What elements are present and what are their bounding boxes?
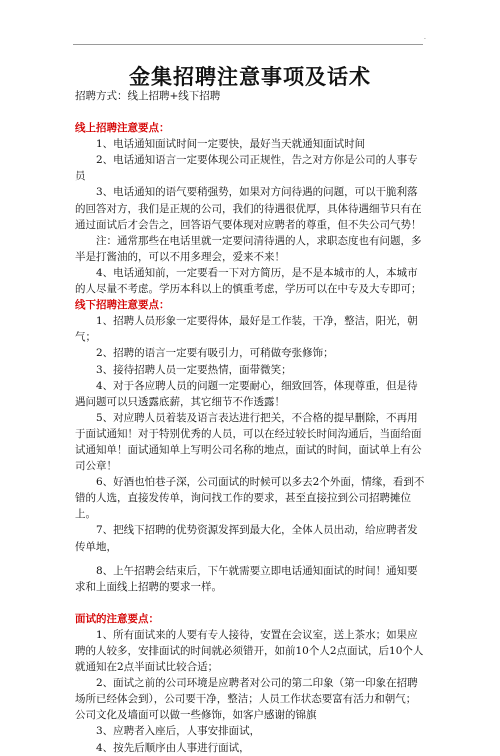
online-item: 3、电话通知的语气要稍强势，如果对方问待遇的问题，可以干脆利落的回答对方，我们是正规的公司，我们的待遇很优厚，具体待遇细节只有在通过面试后才会告之，回答语气要体现对应聘者的尊重，但不失公司气势！ (75, 186, 422, 231)
offline-item: 2、招聘的语言一定要有吸引力，可稍做夸张修饰； (96, 347, 334, 360)
online-item: 1、电话通知面试时间一定要快，最好当天就通知面试时间 (96, 138, 366, 151)
offline-item: 6、好酒也怕巷子深，公司面试的时候可以多去2个外面，情缘，看到不错的人选，直接发传单，询问找工作的要求，甚至直接拉到公司招聘摊位上。 (75, 476, 425, 521)
interview-item: 3、应聘者入座后，人事安排面试， (96, 725, 261, 738)
offline-item: 4、对于各应聘人员的问题一定要耐心，细致回答，体现尊重，但是待遇问题可以只透露底薪，其它细节不作透露！ (75, 379, 418, 408)
offline-heading: 线下招聘注意要点： (75, 299, 170, 312)
online-heading: 线上招聘注意要点： (75, 122, 170, 135)
interview-heading: 面试的注意要点： (75, 612, 159, 625)
online-item: 4、电话通知前，一定要看一下对方简历，是不是本城市的人，本城市的人尽量不考虑。学历本科以上的慎重考虑，学历可以在中专及大专即可； (75, 266, 422, 296)
offline-item: 1、招聘人员形象一定要得体，最好是工作装，干净，整洁，阳光，朝气； (75, 315, 418, 344)
interview-item: 1、所有面试来的人要有专人接待，安置在会议室，送上茶水；如果应聘的人较多，安排面试的时间就必须错开，如前10个人2点面试，后10个人就通知在2点半面试比较合适； (75, 628, 424, 674)
spacer (75, 595, 425, 611)
interview-item: 2、面试之前的公司环境是应聘者对公司的第二印象（第一印象在招聘场所已经体会到），公司要干净，整洁；人员工作状态要富有活力和朝气；公司文化及墙面可以做一些修饰，如客户感谢的锦旗 (75, 677, 418, 722)
document-body (75, 88, 425, 756)
spacer (75, 104, 425, 120)
offline-item: 7、把线下招聘的优势资源发挥到最大化，全体人员出动，给应聘者发传单地， (75, 524, 418, 553)
offline-item: 5、对应聘人员着装及语言表达进行把关，不合格的提早删除，不再用于面试通知！对于特别优秀的人员，可以在经过较长时间沟通后，当面给面试通知单！面试通知单上写明公司名称的地点，面试的时间，面试单上有公司公章！ (75, 411, 422, 473)
online-item: 2、电话通知语言一定要体现公司正规性，告之对方你是公司的人事专员 (75, 154, 418, 183)
header-rule (73, 44, 423, 45)
page-title: 金集招聘注意事项及话术 (129, 64, 371, 89)
offline-item: 3、接待招聘人员一定要热情，面带微笑； (96, 363, 292, 376)
recruit-method: 招聘方式：线上招聘+线下招聘 (75, 90, 221, 102)
interview-item: 4、按先后顺序由人事进行面试， (96, 741, 250, 754)
corner-mark: · (424, 36, 426, 43)
spacer (75, 555, 425, 563)
offline-item: 8、上午招聘会结束后，下午就需要立即电话通知面试的时间！通知要求和上面线上招聘的要求一样。 (75, 564, 418, 593)
online-note: 注：通常那些在电话里就一定要问清待遇的人，求职态度也有问题，多半是打酱油的，可以不用多理会，爱来不来！ (75, 234, 422, 263)
